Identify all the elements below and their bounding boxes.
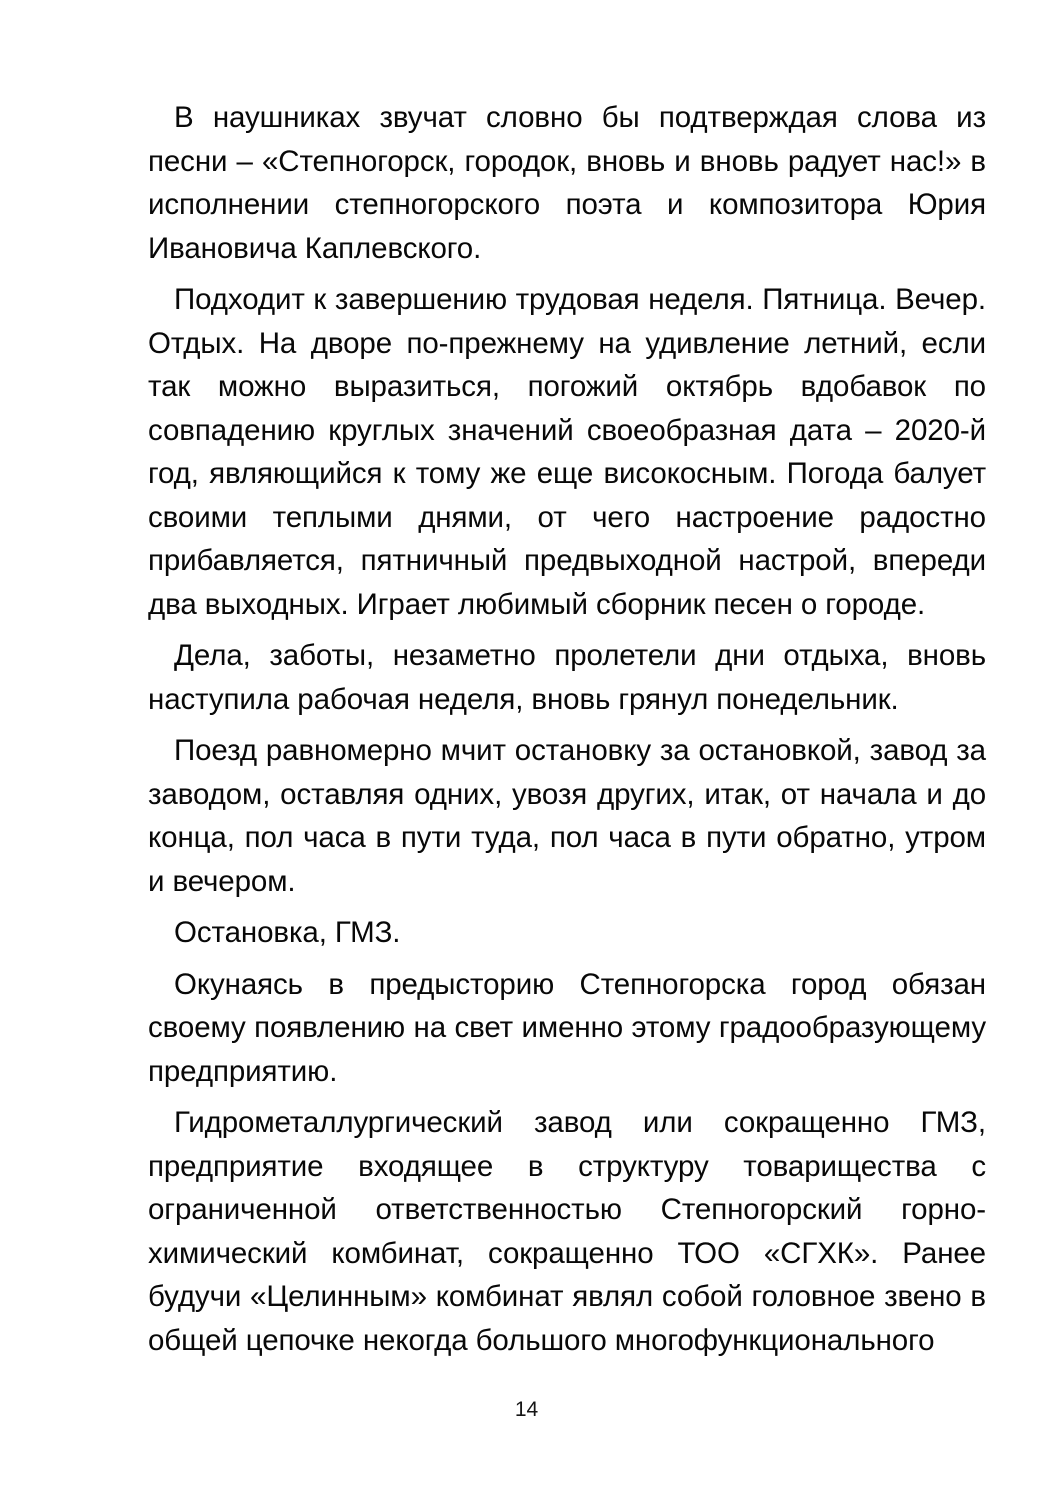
paragraph-1: В наушниках звучат словно бы подтверждая слова из песни – «Степногорск, городок, вновь и вновь радует нас!» в исполнении степногорского поэта и композитора Юрия Ивановича Каплевского. xyxy=(148,101,986,265)
paragraph-2: Подходит к завершению трудовая неделя. Пятница. Вечер. Отдых. На дворе по-прежнему на удивление летний, если так можно выразиться, погожий октябрь вдобавок по совпадению круглых значений своеобразная дата – 2020-й год, являющийся к тому же еще високосным. Погода балует своими теплыми днями, от чего настроение радостно прибавляется, пятничный предвыходной настрой, впереди два выходных. Играет любимый сборник песен о городе. xyxy=(148,283,986,621)
paragraph-6: Окунаясь в предысторию Степногорска город обязан своему появлению на свет именно этому градообразующему предприятию. xyxy=(148,967,986,1088)
body-text-column xyxy=(148,96,986,1362)
paragraph-5: Остановка, ГМЗ. xyxy=(174,916,401,949)
paragraph-7: Гидрометаллургический завод или сокращенно ГМЗ, предприятие входящее в структуру товарищества с ограниченной ответственностью Степногорский горно-химический комбинат, сокращенно ТОО «СГХК». Ранее будучи «Целинным» комбинат являл собой головное звено в общей цепочке некогда большого многофункционального xyxy=(148,1106,986,1357)
page-number: 14 xyxy=(514,1398,539,1421)
paragraph-4: Поезд равномерно мчит остановку за остановкой, завод за заводом, оставляя одних, увозя других, итак, от начала и до конца, пол часа в пути туда, пол часа в пути обратно, утром и вечером. xyxy=(148,734,986,898)
paragraph-3: Дела, заботы, незаметно пролетели дни отдыха, вновь наступила рабочая неделя, вновь грянул понедельник. xyxy=(148,639,986,716)
